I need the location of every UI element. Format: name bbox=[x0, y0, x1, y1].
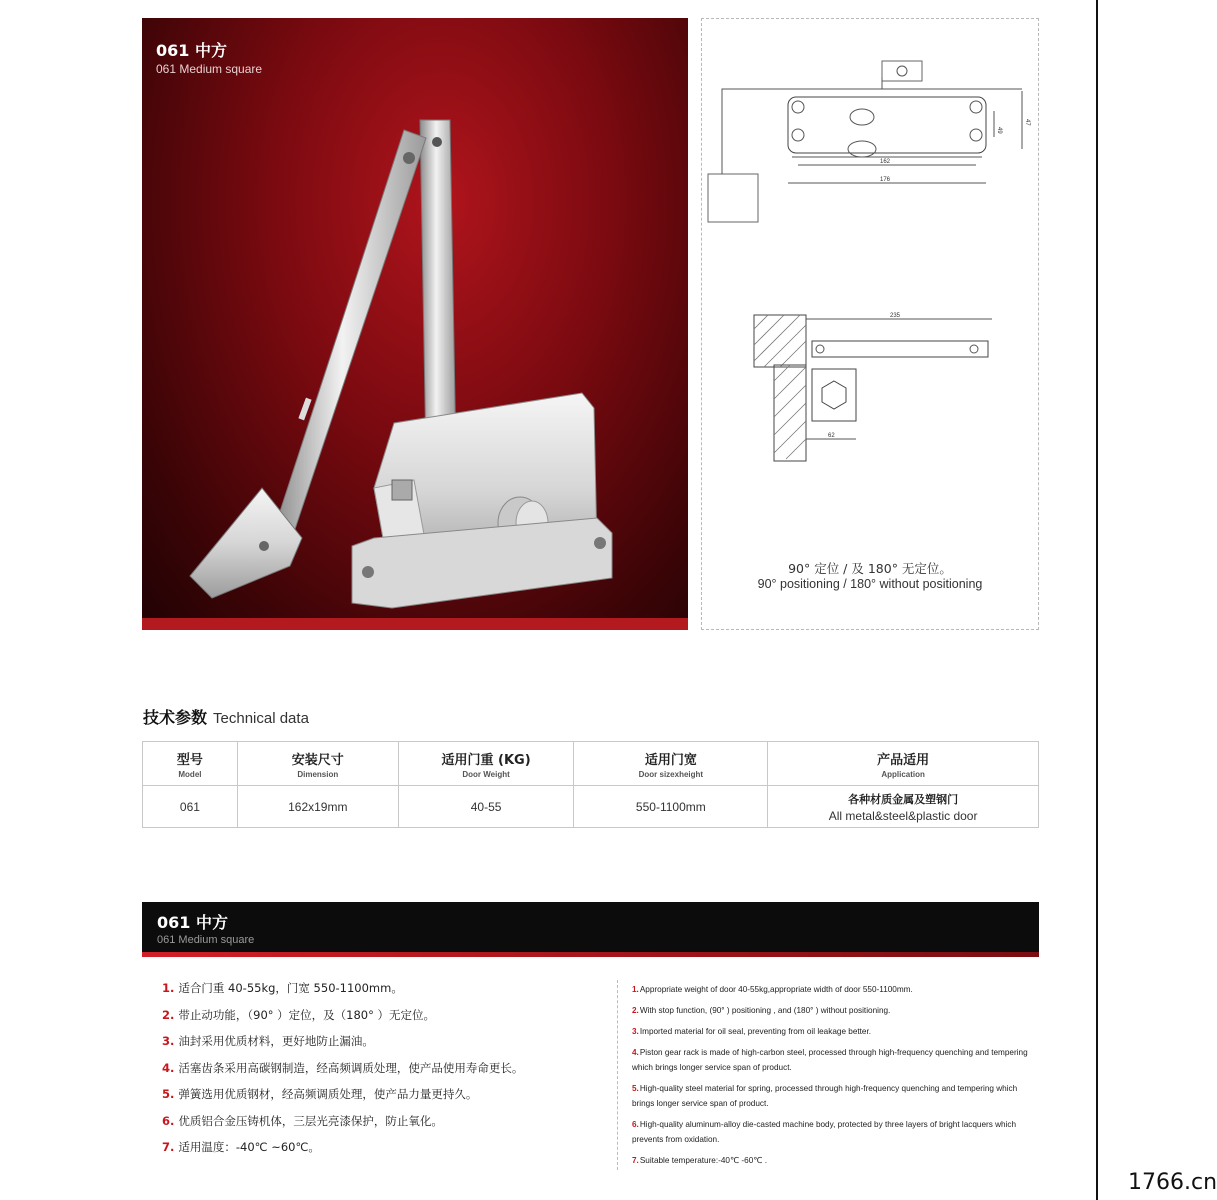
col-dimension bbox=[237, 742, 398, 786]
technical-drawing-panel bbox=[701, 18, 1039, 630]
table-row bbox=[143, 786, 1039, 828]
list-item bbox=[162, 1007, 602, 1034]
cell-door-weight: 40-55 bbox=[398, 786, 574, 828]
list-item bbox=[162, 1139, 602, 1166]
list-number: 4. bbox=[162, 1060, 175, 1075]
col-door-size-en: Door sizexheight bbox=[638, 769, 704, 779]
list-text: Appropriate weight of door 40-55kg,appropriate width of door 550-1100mm. bbox=[639, 985, 913, 994]
dim-176: 176 bbox=[880, 177, 891, 183]
cell-door-size: 550-1100mm bbox=[574, 786, 768, 828]
product-banner bbox=[142, 902, 1039, 956]
list-number: 4. bbox=[632, 1048, 639, 1057]
list-number: 3. bbox=[632, 1027, 639, 1036]
positioning-caption-en: 90° positioning / 180° without positioning bbox=[757, 577, 983, 591]
hero-accent-bar bbox=[142, 618, 688, 630]
list-item bbox=[632, 1081, 1032, 1111]
features-list-en bbox=[632, 982, 1032, 1174]
hero-title: 061 中方 bbox=[156, 41, 227, 60]
technical-data-table bbox=[142, 741, 1039, 828]
list-number: 6. bbox=[632, 1120, 639, 1129]
col-door-weight-en: Door Weight bbox=[462, 769, 510, 779]
column-divider bbox=[617, 980, 618, 1170]
list-item bbox=[632, 1003, 1032, 1018]
list-item bbox=[162, 1060, 602, 1087]
list-number: 7. bbox=[162, 1140, 175, 1154]
features-list-zh bbox=[162, 980, 602, 1166]
product-hero-panel bbox=[142, 18, 688, 630]
list-item bbox=[162, 1033, 602, 1060]
site-watermark: 1766.cn bbox=[1128, 1170, 1217, 1195]
dimension-drawing bbox=[702, 19, 1038, 629]
technical-data-heading bbox=[143, 705, 309, 728]
banner-subtitle: 061 Medium square bbox=[157, 934, 255, 946]
hero-subtitle: 061 Medium square bbox=[156, 62, 263, 76]
list-item bbox=[162, 1086, 602, 1113]
list-item bbox=[632, 1045, 1032, 1075]
list-number: 6. bbox=[162, 1113, 175, 1128]
dim-49: 49 bbox=[996, 127, 1002, 134]
technical-data-heading-en: Technical data bbox=[213, 710, 309, 727]
list-item bbox=[162, 980, 602, 1007]
col-model-zh: 型号 bbox=[176, 752, 203, 768]
col-dimension-zh: 安装尺寸 bbox=[291, 752, 344, 768]
cell-application-zh: 各种材质金属及塑钢门 bbox=[848, 792, 959, 806]
col-door-weight bbox=[398, 742, 574, 786]
list-number: 1. bbox=[632, 985, 639, 994]
col-dimension-en: Dimension bbox=[297, 769, 339, 779]
list-number: 5. bbox=[162, 1087, 175, 1101]
list-text: High-quality steel material for spring, processed through high-frequency quenching and tempering which brings longer service span of product. bbox=[632, 1084, 1018, 1108]
list-text: 适用温度：-40℃ ~60℃。 bbox=[178, 1140, 320, 1154]
col-door-weight-zh: 适用门重 (KG) bbox=[441, 752, 531, 768]
list-text: Suitable temperature:-40℃ -60℃ . bbox=[639, 1156, 768, 1165]
table-header-row bbox=[143, 742, 1039, 786]
col-application-en: Application bbox=[881, 769, 925, 779]
page-edge-rule bbox=[1096, 0, 1098, 1200]
dim-162: 162 bbox=[880, 159, 891, 165]
cell-application-en: All metal&steel&plastic door bbox=[828, 808, 978, 823]
dim-235: 235 bbox=[890, 313, 901, 319]
list-number: 2. bbox=[162, 1007, 175, 1022]
col-application-zh: 产品适用 bbox=[877, 752, 930, 768]
list-item bbox=[162, 1113, 602, 1140]
list-text: Imported material for oil seal, preventing from oil leakage better. bbox=[639, 1027, 872, 1036]
list-text: 活塞齿条采用高碳钢制造，经高频调质处理，使产品使用寿命更长。 bbox=[178, 1060, 524, 1075]
list-text: 带止动功能，（90° ）定位，及（180° ）无定位。 bbox=[178, 1007, 436, 1022]
door-closer-photo bbox=[142, 18, 688, 630]
list-text: Piston gear rack is made of high-carbon steel, processed through high-frequency quenching and tempering which brings longer service span of product. bbox=[632, 1048, 1028, 1072]
banner-title: 061 中方 bbox=[157, 913, 228, 932]
list-item bbox=[632, 982, 1032, 997]
col-door-size bbox=[574, 742, 768, 786]
cell-model: 061 bbox=[143, 786, 238, 828]
list-text: High-quality aluminum-alloy die-casted machine body, protected by three layers of bright lacquers which prevents from oxidation. bbox=[632, 1120, 1017, 1144]
list-text: 弹簧选用优质钢材，经高频调质处理，使产品力量更持久。 bbox=[178, 1087, 478, 1101]
list-text: 优质铝合金压铸机体，三层光亮漆保护，防止氧化。 bbox=[178, 1113, 443, 1128]
cell-dimension: 162x19mm bbox=[237, 786, 398, 828]
list-number: 7. bbox=[632, 1156, 639, 1165]
list-number: 1. bbox=[162, 981, 175, 995]
list-text: 油封采用优质材料，更好地防止漏油。 bbox=[178, 1034, 374, 1048]
list-number: 3. bbox=[162, 1034, 175, 1048]
list-item bbox=[632, 1153, 1032, 1168]
list-text: With stop function, (90° ) positioning , and (180° ) without positioning. bbox=[639, 1006, 891, 1015]
positioning-caption-zh: 90° 定位 / 及 180° 无定位。 bbox=[788, 561, 952, 576]
banner-accent-bar bbox=[142, 952, 1039, 957]
cell-application bbox=[768, 786, 1039, 828]
col-model bbox=[143, 742, 238, 786]
dim-47: 47 bbox=[1024, 119, 1030, 126]
list-number: 5. bbox=[632, 1084, 639, 1093]
list-text: 适合门重 40-55kg，门宽 550-1100mm。 bbox=[178, 981, 403, 995]
list-item bbox=[632, 1024, 1032, 1039]
list-number: 2. bbox=[632, 1006, 639, 1015]
technical-data-heading-zh: 技术参数 bbox=[143, 708, 208, 727]
col-model-en: Model bbox=[178, 769, 202, 779]
col-application bbox=[768, 742, 1039, 786]
dim-62: 62 bbox=[828, 433, 835, 439]
col-door-size-zh: 适用门宽 bbox=[644, 752, 697, 768]
list-item bbox=[632, 1117, 1032, 1147]
